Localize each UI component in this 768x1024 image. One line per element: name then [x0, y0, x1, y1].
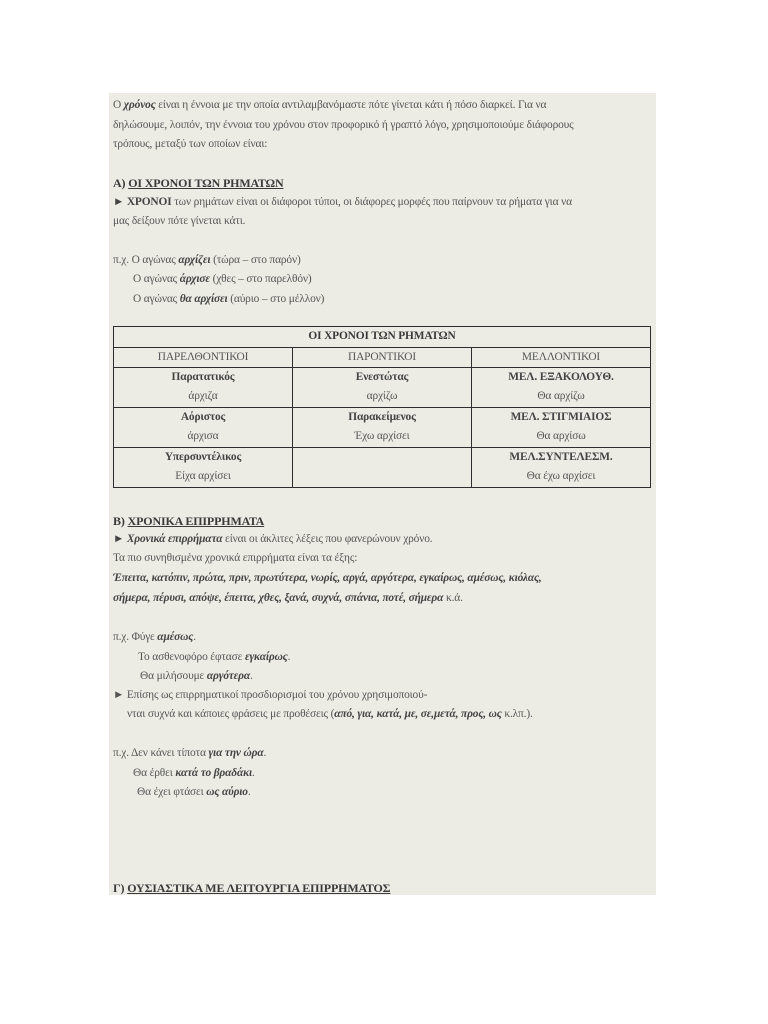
example-note: (αύριο – στο μέλλον)	[227, 293, 325, 305]
prepositions-list: από, για, κατά, με, σε,μετά, προς, ως	[334, 708, 502, 720]
example-punct: .	[252, 767, 255, 779]
table-header-row	[114, 348, 651, 368]
also-line-2	[127, 705, 533, 725]
tense-form: Έχω αρχίσει	[354, 430, 410, 442]
table-cell	[472, 448, 651, 488]
tense-name: Ενεστώτας	[355, 371, 409, 383]
example-text: Θα μιλήσουμε	[140, 670, 207, 682]
table-title: ΟΙ ΧΡΟΝΟΙ ΤΩΝ ΡΗΜΑΤΩΝ	[114, 327, 651, 348]
section-a-prefix: Α)	[113, 176, 129, 190]
also-tail: κ.λπ.).	[501, 708, 533, 720]
example-phrase: κατά το βραδάκι	[175, 767, 253, 779]
tense-form: αρχίζω	[366, 390, 398, 402]
table-cell	[293, 368, 472, 408]
section-a-definition	[113, 193, 572, 213]
intro-text: είναι η έννοια με την οποία αντιλαμβανόμαστε πότε γίνεται κάτι ή πόσο διαρκεί. Για να	[155, 99, 547, 111]
keyword-xronos: χρόνος	[123, 99, 156, 111]
definition-text: των ρημάτων είναι οι διάφοροι τύποι, οι διάφορες μορφές που παίρνουν τα ρήματα για να	[171, 196, 572, 208]
section-c-heading	[113, 879, 390, 899]
example-text: π.χ. Δεν κάνει τίποτα	[113, 747, 209, 759]
tenses-table	[113, 326, 651, 488]
example-text: Θα έχει φτάσει	[137, 786, 207, 798]
example-punct: .	[250, 670, 253, 682]
section-a-definition-line-2: μας δείξουν πότε γίνεται κάτι.	[113, 215, 246, 227]
tense-form: Είχα αρχίσει	[175, 470, 231, 482]
section-b-common: Τα πιο συνηθισμένα χρονικά επιρρήματα είναι τα έξης:	[113, 552, 358, 564]
example-adverb: αργότερα	[206, 670, 250, 682]
tense-form: Θα αρχίζω	[537, 390, 585, 402]
also-text: Επίσης ως επιρρηματικοί προσδιορισμοί του χρόνου χρησιμοποιού-	[126, 689, 428, 701]
arrow-bullet-icon: ►	[113, 533, 127, 545]
document-page	[109, 93, 656, 895]
example-line	[133, 290, 324, 310]
example-text: Ο αγώνας	[133, 273, 180, 285]
example-punct: .	[263, 747, 267, 759]
section-a-title: ΟΙ ΧΡΟΝΟΙ ΤΩΝ ΡΗΜΑΤΩΝ	[128, 176, 284, 190]
example-punct: .	[287, 651, 291, 663]
section-c-title: ΟΥΣΙΑΣΤΙΚΑ ΜΕ ΛΕΙΤΟΥΡΓΙΑ ΕΠΙΡΡΗΜΑΤΟΣ	[127, 881, 391, 895]
arrow-bullet-icon: ►	[113, 196, 127, 208]
example-text: π.χ. Ο αγώνας	[113, 254, 179, 266]
tense-name: ΜΕΛ. ΕΞΑΚΟΛΟΥΘ.	[508, 371, 614, 383]
example-phrase: ως αύριο	[206, 786, 248, 798]
example-line	[140, 667, 253, 687]
table-row	[114, 368, 651, 408]
example-phrase: για την ώρα	[208, 747, 264, 759]
intro-line-2: δηλώσουμε, λοιπόν, την έννοια του χρόνου στον προφορικό ή γραπτό λόγο, χρησιμοποιούμε διάφορους	[113, 119, 574, 131]
example-verb: άρχισε	[179, 273, 210, 285]
keyword-xronoi: ΧΡΟΝΟΙ	[126, 196, 172, 208]
tense-name: Παρακείμενος	[348, 411, 416, 423]
tense-name: ΜΕΛ. ΣΤΙΓΜΙΑΙΟΣ	[510, 411, 612, 423]
column-header: ΜΕΛΛΟΝΤΙΚΟΙ	[472, 348, 651, 368]
adverb-list-line-2	[113, 589, 463, 609]
intro-line-1	[113, 96, 546, 116]
adverb-list: σήμερα, πέρυσι, απόψε, έπειτα, χθες, ξανά, συχνά, σπάνια, ποτέ, σήμερα	[113, 592, 444, 604]
example-note: (τώρα – στο παρόν)	[210, 254, 301, 266]
table-cell	[472, 408, 651, 448]
adverb-list-tail: κ.ά.	[443, 592, 463, 604]
table-row	[114, 408, 651, 448]
tense-form: Θα έχω αρχίσει	[526, 470, 596, 482]
tense-form: Θα αρχίσω	[536, 430, 586, 442]
table-row	[114, 448, 651, 488]
column-header: ΠΑΡΕΛΘΟΝΤΙΚΟΙ	[114, 348, 293, 368]
section-b-definition	[113, 530, 432, 550]
example-line	[113, 628, 196, 648]
intro-text: Ο	[113, 99, 124, 111]
example-punct: .	[247, 786, 251, 798]
intro-line-3: τρόπους, μεταξύ των οποίων είναι:	[113, 138, 268, 150]
table-cell-empty	[293, 448, 472, 488]
also-line-1	[113, 686, 427, 706]
section-c-prefix: Γ)	[113, 881, 128, 895]
also-text: νται συχνά και κάποιες φράσεις με προθέσεις (	[127, 708, 335, 720]
tense-name: ΜΕΛ.ΣΥΝΤΕΛΕΣΜ.	[509, 451, 613, 463]
column-header: ΠΑΡΟΝΤΙΚΟΙ	[293, 348, 472, 368]
example-text: π.χ. Φύγε	[113, 631, 158, 643]
example-line	[133, 764, 255, 784]
section-b-prefix: Β)	[113, 514, 128, 528]
example-line	[113, 251, 301, 271]
adverb-list-line-1: Έπειτα, κατόπιν, πρώτα, πριν, πρωτύτερα, νωρίς, αργά, αργότερα, εγκαίρως, αμέσως, κιόλας,	[113, 572, 542, 584]
example-punct: .	[193, 631, 196, 643]
definition-text: είναι οι άκλιτες λέξεις που φανερώνουν χρόνο.	[222, 533, 433, 545]
example-line	[133, 270, 312, 290]
tense-name: Αόριστος	[180, 411, 226, 423]
table-cell	[293, 408, 472, 448]
tense-form: άρχισα	[187, 430, 219, 442]
example-adverb: αμέσως	[157, 631, 194, 643]
tense-name: Υπερσυντέλικος	[164, 451, 242, 463]
example-line	[138, 648, 290, 668]
example-text: Ο αγώνας	[133, 293, 180, 305]
arrow-bullet-icon: ►	[113, 689, 127, 701]
table-cell	[114, 448, 293, 488]
example-text: Θα έρθει	[133, 767, 176, 779]
section-b-heading	[113, 512, 264, 532]
table-cell	[472, 368, 651, 408]
example-verb: θα αρχίσει	[179, 293, 228, 305]
table-title-row	[114, 327, 651, 348]
tense-name: Παρατατικός	[171, 371, 235, 383]
table-cell	[114, 408, 293, 448]
example-line	[137, 783, 251, 803]
section-b-title: ΧΡΟΝΙΚΑ ΕΠΙΡΡΗΜΑΤΑ	[127, 514, 265, 528]
example-verb: αρχίζει	[178, 254, 211, 266]
tense-form: άρχιζα	[188, 390, 218, 402]
example-line	[113, 744, 266, 764]
keyword-xronika-epirrimata: Χρονικά επιρρήματα	[126, 533, 223, 545]
example-note: (χθες – στο παρελθόν)	[209, 273, 312, 285]
example-adverb: εγκαίρως	[244, 651, 288, 663]
section-a-heading	[113, 174, 283, 194]
table-cell	[114, 368, 293, 408]
example-text: Το ασθενοφόρο έφτασε	[138, 651, 245, 663]
